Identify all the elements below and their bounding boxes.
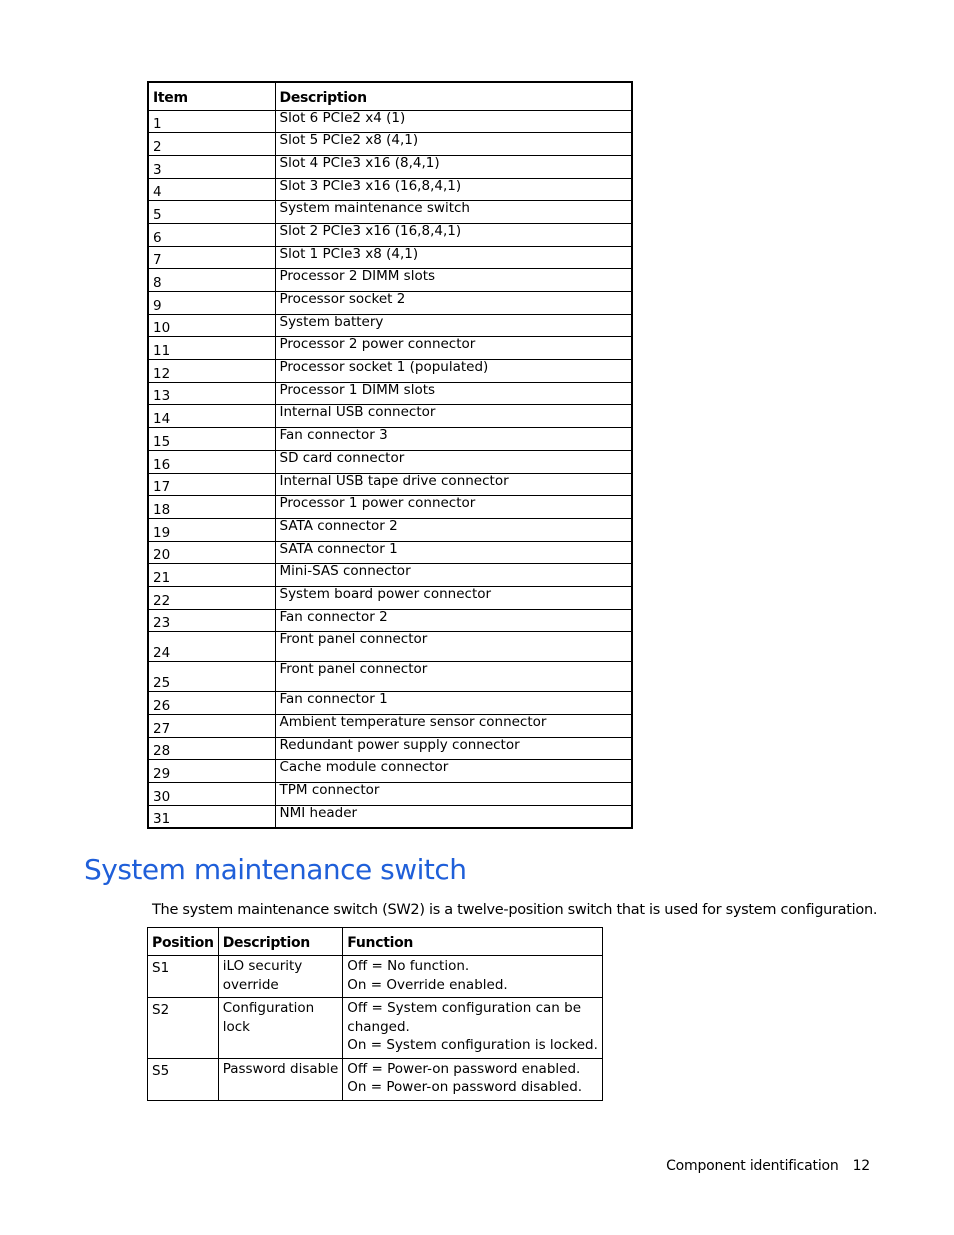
table-row	[148, 737, 632, 760]
table-row	[148, 662, 632, 692]
table-row	[148, 1058, 603, 1100]
item-number-cell: 24	[148, 632, 275, 662]
table-row	[148, 292, 632, 315]
item-number-cell: 14	[148, 405, 275, 428]
table-header-row	[148, 928, 603, 956]
item-description-cell: Slot 5 PCIe2 x8 (4,1)	[275, 133, 632, 156]
table-row	[148, 496, 632, 519]
item-description-cell: Processor socket 1 (populated)	[275, 360, 632, 383]
switch-function-cell	[343, 998, 603, 1059]
switch-position-cell: S2	[148, 998, 219, 1059]
switch-function-line: On = System configuration is locked.	[347, 1037, 598, 1053]
table-row	[148, 246, 632, 269]
table-row	[148, 632, 632, 662]
table-row	[148, 586, 632, 609]
footer-section-name: Component identification	[666, 1158, 839, 1174]
switch-function-cell	[343, 1058, 603, 1100]
table-row	[148, 564, 632, 587]
item-description-cell: Ambient temperature sensor connector	[275, 715, 632, 738]
table-row	[148, 382, 632, 405]
table-header-row	[148, 82, 632, 110]
item-number-cell: 6	[148, 223, 275, 246]
table-row	[148, 360, 632, 383]
switch-position-cell: S5	[148, 1058, 219, 1100]
table-row	[148, 760, 632, 783]
item-description-cell: System battery	[275, 314, 632, 337]
column-header-description: Description	[275, 82, 632, 110]
item-number-cell: 5	[148, 201, 275, 224]
switch-description-cell	[218, 956, 343, 998]
table-row	[148, 223, 632, 246]
table-row	[148, 715, 632, 738]
table-row	[148, 428, 632, 451]
item-number-cell: 11	[148, 337, 275, 360]
item-number-cell: 25	[148, 662, 275, 692]
item-description-cell: Processor 2 DIMM slots	[275, 269, 632, 292]
switch-description-line: Configuration	[222, 1000, 315, 1016]
switch-description-line: Password disable	[222, 1060, 339, 1077]
table-row	[148, 178, 632, 201]
item-number-cell: 22	[148, 586, 275, 609]
item-description-cell: Processor 1 DIMM slots	[275, 382, 632, 405]
item-number-cell: 16	[148, 450, 275, 473]
switch-function-line: Off = No function.	[347, 958, 470, 974]
section-title: System maintenance switch	[84, 853, 467, 886]
item-description-cell: Slot 4 PCIe3 x16 (8,4,1)	[275, 155, 632, 178]
table-row	[148, 155, 632, 178]
item-number-cell: 3	[148, 155, 275, 178]
table-row	[148, 201, 632, 224]
item-number-cell: 10	[148, 314, 275, 337]
item-description-cell: Slot 1 PCIe3 x8 (4,1)	[275, 246, 632, 269]
item-description-cell: Fan connector 1	[275, 692, 632, 715]
table-row	[148, 110, 632, 133]
table-row	[148, 133, 632, 156]
item-number-cell: 7	[148, 246, 275, 269]
table-row	[148, 541, 632, 564]
table-row	[148, 405, 632, 428]
table-row	[148, 337, 632, 360]
item-number-cell: 27	[148, 715, 275, 738]
switch-function-line: On = Power-on password disabled.	[347, 1079, 583, 1095]
item-description-cell: Processor 2 power connector	[275, 337, 632, 360]
switch-function-line: On = Override enabled.	[347, 976, 508, 993]
item-description-cell: Front panel connector	[275, 632, 632, 662]
item-number-cell: 13	[148, 382, 275, 405]
table-row	[148, 269, 632, 292]
column-header-function: Function	[343, 928, 603, 956]
switch-description-cell	[218, 1058, 343, 1100]
item-description-cell: Internal USB connector	[275, 405, 632, 428]
item-number-cell: 9	[148, 292, 275, 315]
item-number-cell: 8	[148, 269, 275, 292]
table-row	[148, 314, 632, 337]
item-number-cell: 19	[148, 518, 275, 541]
item-description-cell: SD card connector	[275, 450, 632, 473]
item-description-cell: Processor socket 2	[275, 292, 632, 315]
switch-function-line: Off = System configuration can be	[347, 1000, 582, 1016]
item-description-cell: NMI header	[275, 805, 632, 828]
page-footer	[666, 1158, 870, 1174]
switch-description-cell	[218, 998, 343, 1059]
item-description-cell: Processor 1 power connector	[275, 496, 632, 519]
switch-table-body	[148, 956, 603, 1101]
item-number-cell: 21	[148, 564, 275, 587]
item-description-cell: Mini-SAS connector	[275, 564, 632, 587]
item-description-cell: System maintenance switch	[275, 201, 632, 224]
table-row	[148, 692, 632, 715]
item-number-cell: 29	[148, 760, 275, 783]
item-description-cell: Redundant power supply connector	[275, 737, 632, 760]
item-number-cell: 1	[148, 110, 275, 133]
table-row	[148, 518, 632, 541]
table-row	[148, 473, 632, 496]
item-description-cell: Slot 2 PCIe3 x16 (16,8,4,1)	[275, 223, 632, 246]
item-description-cell: TPM connector	[275, 783, 632, 806]
item-number-cell: 20	[148, 541, 275, 564]
table-row	[148, 998, 603, 1059]
item-number-cell: 26	[148, 692, 275, 715]
item-number-cell: 23	[148, 609, 275, 632]
item-number-cell: 15	[148, 428, 275, 451]
switch-description-line: iLO security	[222, 958, 303, 974]
item-number-cell: 17	[148, 473, 275, 496]
item-number-cell: 12	[148, 360, 275, 383]
switch-description-line: lock	[222, 1018, 250, 1035]
column-header-position: Position	[148, 928, 219, 956]
item-description-cell: SATA connector 1	[275, 541, 632, 564]
item-description-cell: Fan connector 3	[275, 428, 632, 451]
item-number-cell: 28	[148, 737, 275, 760]
section-intro: The system maintenance switch (SW2) is a twelve-position switch that is used for system configuration.	[152, 902, 878, 918]
item-description-cell: Slot 3 PCIe3 x16 (16,8,4,1)	[275, 178, 632, 201]
item-number-cell: 18	[148, 496, 275, 519]
column-header-description: Description	[218, 928, 343, 956]
table-row	[148, 783, 632, 806]
maintenance-switch-table	[147, 927, 603, 1101]
item-number-cell: 30	[148, 783, 275, 806]
item-number-cell: 31	[148, 805, 275, 828]
component-items-table	[147, 81, 633, 829]
item-description-cell: System board power connector	[275, 586, 632, 609]
switch-function-cell	[343, 956, 603, 998]
item-description-cell: Cache module connector	[275, 760, 632, 783]
switch-position-cell: S1	[148, 956, 219, 998]
table-row	[148, 956, 603, 998]
table-row	[148, 450, 632, 473]
items-table-body	[148, 110, 632, 828]
item-number-cell: 2	[148, 133, 275, 156]
item-number-cell: 4	[148, 178, 275, 201]
item-description-cell: Front panel connector	[275, 662, 632, 692]
switch-function-line: Off = Power-on password enabled.	[347, 1060, 581, 1077]
table-row	[148, 609, 632, 632]
column-header-item: Item	[148, 82, 275, 110]
item-description-cell: Slot 6 PCIe2 x4 (1)	[275, 110, 632, 133]
switch-function-line: changed.	[347, 1018, 410, 1035]
page-number: 12	[852, 1158, 870, 1174]
item-description-cell: Internal USB tape drive connector	[275, 473, 632, 496]
table-row	[148, 805, 632, 828]
item-description-cell: Fan connector 2	[275, 609, 632, 632]
item-description-cell: SATA connector 2	[275, 518, 632, 541]
switch-description-line: override	[222, 976, 279, 993]
